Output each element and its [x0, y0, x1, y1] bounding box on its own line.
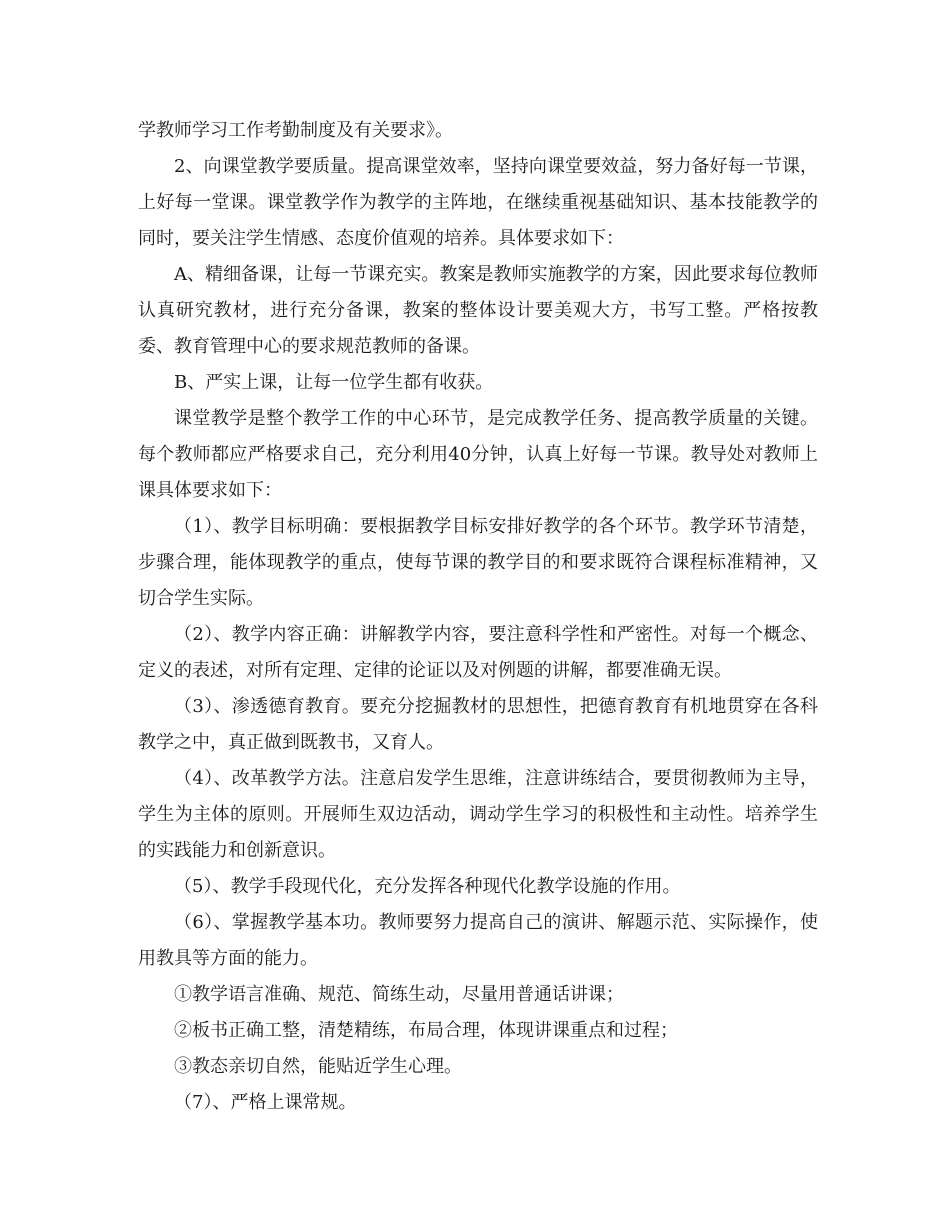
- paragraph-item-b: B、严实上课，让每一位学生都有收获。: [174, 372, 494, 393]
- paragraph-sub-1: ①教学语言准确、规范、简练生动，尽量用普通话讲课；: [174, 984, 624, 1005]
- document-body: [138, 113, 818, 1121]
- paragraph-req-3: （3）、渗透德育教育。要充分挖掘教材的思想性，把德育教育有机地贯穿在各科教学之中，真正做到既教书，又育人。: [138, 696, 818, 753]
- paragraph-req-5: （5）、教学手段现代化，充分发挥各种现代化教学设施的作用。: [174, 876, 681, 897]
- paragraph-item-a: A、精细备课，让每一节课充实。教案是教师实施教学的方案，因此要求每位教师认真研究教材，进行充分备课，教案的整体设计要美观大方，书写工整。严格按教委、教育管理中心的要求规范教师的备课。: [138, 264, 818, 357]
- paragraph-continuation: 学教师学习工作考勤制度及有关要求》。: [138, 120, 453, 141]
- paragraph-classroom: 课堂教学是整个教学工作的中心环节，是完成教学任务、提高教学质量的关键。每个教师都应严格要求自己，充分利用40分钟，认真上好每一节课。教导处对教师上课具体要求如下：: [138, 408, 818, 501]
- paragraph-sub-2: ②板书正确工整，清楚精练，布局合理，体现讲课重点和过程；: [174, 1020, 678, 1041]
- paragraph-req-6: （6）、掌握教学基本功。教师要努力提高自己的演讲、解题示范、实际操作，使用教具等方面的能力。: [138, 912, 818, 969]
- paragraph-item-2: 2、向课堂教学要质量。提高课堂效率，坚持向课堂要效益，努力备好每一节课，上好每一堂课。课堂教学作为教学的主阵地，在继续重视基础知识、基本技能教学的同时，要关注学生情感、态度价值观的培养。具体要求如下：: [138, 156, 818, 249]
- paragraph-sub-3: ③教态亲切自然，能贴近学生心理。: [174, 1056, 462, 1077]
- paragraph-req-2: （2）、教学内容正确：讲解教学内容，要注意科学性和严密性。对每一个概念、定义的表述，对所有定理、定律的论证以及对例题的讲解，都要准确无误。: [138, 624, 818, 681]
- paragraph-req-7: （7）、严格上课常规。: [174, 1092, 357, 1113]
- paragraph-req-1: （1）、教学目标明确：要根据教学目标安排好教学的各个环节。教学环节清楚，步骤合理，能体现教学的重点，使每节课的教学目的和要求既符合课程标准精神，又切合学生实际。: [138, 516, 818, 609]
- paragraph-req-4: （4）、改革教学方法。注意启发学生思维，注意讲练结合，要贯彻教师为主导，学生为主体的原则。开展师生双边活动，调动学生学习的积极性和主动性。培养学生的实践能力和创新意识。: [138, 768, 818, 861]
